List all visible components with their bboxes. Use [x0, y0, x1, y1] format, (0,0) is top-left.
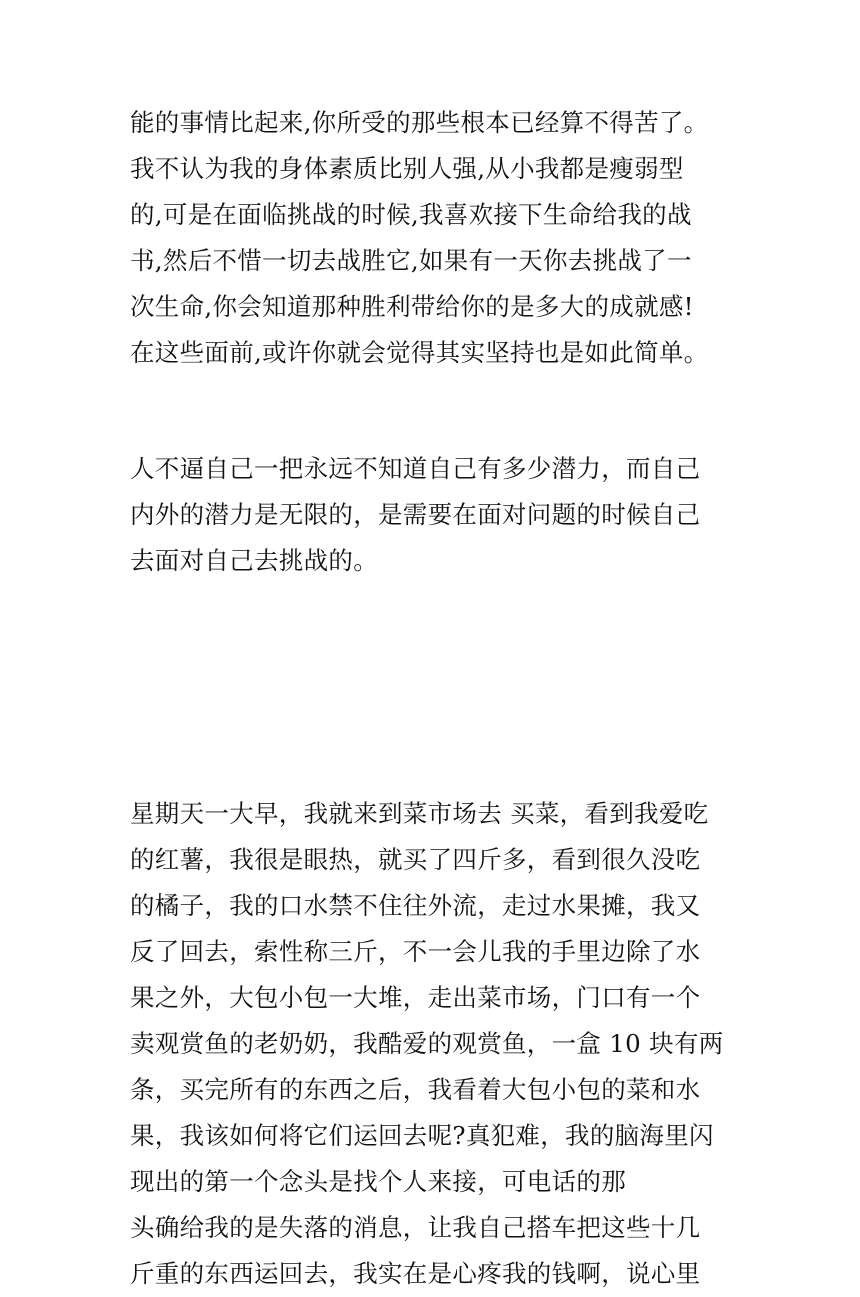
text-line: 星期天一大早，我就来到菜市场去 买菜，看到我爱吃 [130, 799, 709, 828]
text-line: 我不认为我的身体素质比别人强,从小我都是瘦弱型 [130, 154, 684, 183]
text-line: 内外的潜力是无限的，是需要在面对问题的时候自己 [130, 500, 701, 529]
text-line: 反了回去，索性称三斤，不一会儿我的手里边除了水 [130, 937, 701, 966]
text-line: 现出的第一个念头是找个人来接，可电话的那 [130, 1167, 626, 1196]
text-line: 果，我该如何将它们运回去呢?真犯难，我的脑海里闪 [130, 1121, 714, 1150]
paragraph-1 [130, 100, 740, 376]
paragraph-2 [130, 446, 740, 584]
text-line: 书,然后不惜一切去战胜它,如果有一天你去挑战了一 [130, 246, 692, 275]
text-line: 次生命,你会知道那种胜利带给你的是多大的成就感! [130, 292, 694, 321]
text-line: 能的事情比起来,你所受的那些根本已经算不得苦了。 [130, 108, 709, 137]
text-line: 在这些面前,或许你就会觉得其实坚持也是如此简单。 [130, 338, 709, 367]
text-line: 果之外，大包小包一大堆，走出菜市场，门口有一个 [130, 983, 701, 1012]
text-line: 的橘子，我的口水禁不住往外流，走过水果摊，我又 [130, 891, 701, 920]
text-line: 卖观赏鱼的老奶奶，我酷爱的观赏鱼，一盒 10 块有两 [130, 1029, 724, 1058]
text-line: 的,可是在面临挑战的时候,我喜欢接下生命给我的战 [130, 200, 692, 229]
text-line: 头确给我的是失落的消息，让我自己搭车把这些十几 [130, 1213, 701, 1242]
text-line: 人不逼自己一把永远不知道自己有多少潜力，而自己 [130, 454, 701, 483]
text-line: 条，买完所有的东西之后，我看着大包小包的菜和水 [130, 1075, 701, 1104]
paragraph-3 [130, 791, 740, 1297]
text-line: 去面对自己去挑战的。 [130, 546, 378, 575]
text-line: 的红薯，我很是眼热，就买了四斤多，看到很久没吃 [130, 845, 701, 874]
text-line: 斤重的东西运回去，我实在是心疼我的钱啊，说心里 [130, 1259, 701, 1288]
